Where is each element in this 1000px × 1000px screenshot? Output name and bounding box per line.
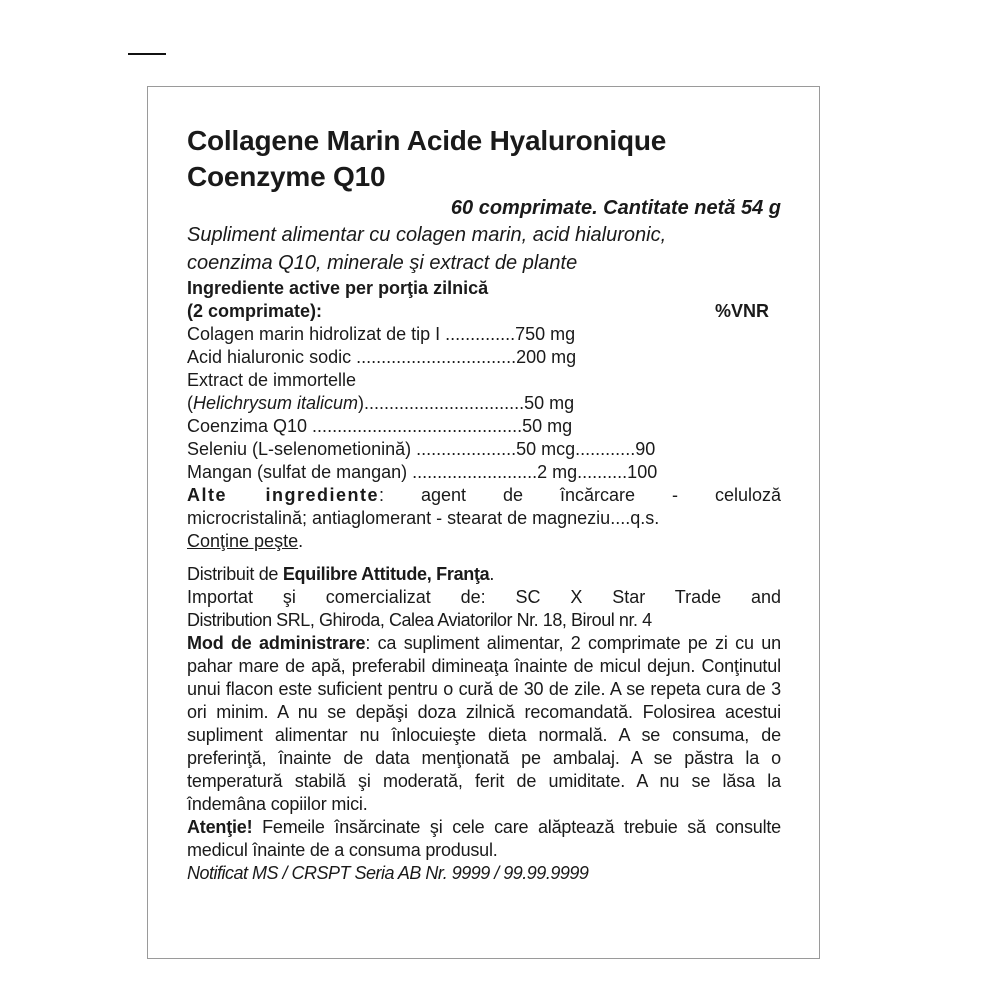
importer-line1: Importat şi comercializat de: SC X Star Trade and	[187, 587, 781, 607]
product-subtitle-line1: Supliment alimentar cu colagen marin, acid hialuronic,	[187, 224, 667, 246]
distributed-end: .	[489, 564, 495, 584]
distributor-name: Equilibre Attitude, Franţa	[282, 564, 490, 584]
allergen-warning: Conţine peşte	[187, 531, 299, 551]
section-gap	[187, 553, 781, 563]
other-ingredients-line2: microcristalină; antiaglomerant - stearat de magneziu....q.s.	[187, 508, 660, 528]
ingredients-heading-line1: Ingrediente active per porţia zilnică	[187, 278, 489, 298]
distributor-line	[187, 563, 781, 586]
importer-line2: Distribution SRL, Ghiroda, Calea Aviatorilor Nr. 18, Biroul nr. 4	[187, 610, 652, 630]
warning-paragraph	[187, 816, 781, 862]
product-title-line1: Collagene Marin Acide Hyaluronique	[187, 125, 667, 156]
warning-text: Femeile însărcinate şi cele care alăptează trebuie să consulte medicul înainte de a consuma produsul.	[187, 817, 781, 860]
warning-label: Atenţie!	[187, 817, 253, 837]
administration-text: : ca supliment alimentar, 2 comprimate pe zi cu un pahar mare de apă, preferabil dimineaţa înainte de micul dejun. Conţinutul unui flacon este suficient pentru o cură de 30 de zile. A se repeta cura de 3 ori minim. A nu se depăşi doza zilnică recomandată. Folosirea acestui supliment alimentar nu înlocuieşte dieta normală. A se consuma, de preferinţă, înainte de data menţionată pe ambalaj. A se păstra la o temperatură stabilă şi moderată, ferit de umiditate. A nu se lăsa la îndemâna copiilor mici.	[187, 633, 782, 814]
ingredient-row: Coenzima Q10 ..........................................50 mg	[187, 416, 573, 436]
active-ingredients-section	[187, 277, 781, 484]
allergen-line	[187, 530, 781, 553]
ingredient-row: Extract de immortelle	[187, 370, 357, 390]
ingredients-heading-line2	[187, 300, 781, 323]
label-content	[187, 123, 781, 885]
corner-dash-mark	[128, 53, 166, 55]
allergen-end: .	[298, 531, 304, 551]
vnr-column-header: %VNR	[714, 301, 769, 321]
product-title	[187, 123, 781, 195]
other-ingredients-label: Alte ingrediente	[187, 485, 379, 505]
latin-plant-name: Helichrysum italicum	[193, 393, 359, 413]
product-title-line2: Coenzyme Q10	[187, 161, 386, 192]
ingredient-row-suffix: )................................50 mg	[358, 393, 575, 413]
ingredients-portion: (2 comprimate):	[187, 301, 323, 321]
other-ingredients-line1	[187, 484, 781, 507]
ingredient-row	[187, 392, 781, 415]
ingredient-row: Seleniu (L-selenometionină) ....................50 mcg............90	[187, 439, 656, 459]
net-quantity: 60 comprimate. Cantitate netă 54 g	[450, 197, 781, 219]
ingredient-row: Mangan (sulfat de mangan) .........................2 mg..........100	[187, 462, 658, 482]
distributed-prefix: Distribuit de	[187, 564, 283, 584]
ingredient-row-prefix: (	[187, 393, 193, 413]
ingredient-row: Colagen marin hidrolizat de tip I ..............750 mg	[187, 324, 576, 344]
product-label-panel	[147, 86, 820, 959]
other-ingredients-text1: : agent de încărcare - celuloză	[379, 485, 781, 505]
product-subtitle-line2: coenzima Q10, minerale şi extract de plante	[187, 252, 578, 274]
ingredient-row: Acid hialuronic sodic ................................200 mg	[187, 347, 577, 367]
administration-label: Mod de administrare	[187, 633, 366, 653]
notification-number: Notificat MS / CRSPT Seria AB Nr. 9999 / 99.99.9999	[187, 863, 589, 883]
administration-paragraph	[187, 632, 781, 816]
product-subtitle	[187, 221, 781, 277]
